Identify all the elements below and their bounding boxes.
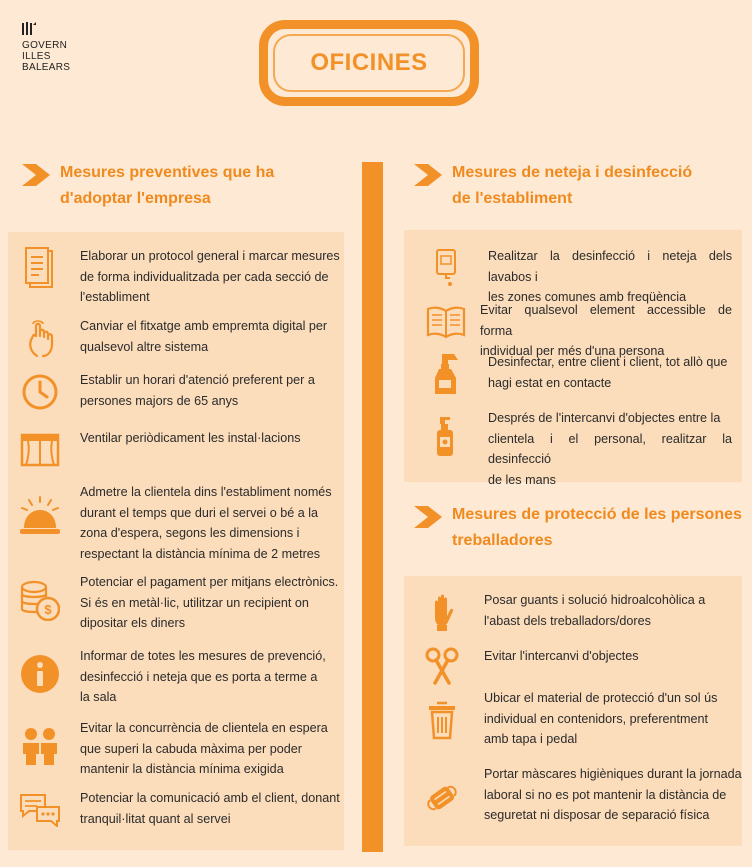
glove-icon bbox=[429, 592, 455, 632]
item-line: l'establiment bbox=[80, 290, 150, 304]
book-icon bbox=[426, 305, 466, 339]
item-line: de forma individualitzada per cada secció de bbox=[80, 269, 329, 284]
item-line: desinfecció i neteja que es porta a terme a bbox=[80, 669, 318, 684]
item-line: seguretat ni disposar de separació física bbox=[484, 808, 710, 822]
list-item bbox=[8, 428, 344, 472]
left-measures-panel bbox=[8, 232, 344, 850]
dispenser-icon bbox=[433, 248, 459, 288]
govern-logo bbox=[22, 22, 70, 73]
item-line: Informar de totes les mesures de prevenció, bbox=[80, 649, 326, 663]
item-line: Ubicar el material de protecció d'un sol ús bbox=[484, 691, 718, 705]
logo-line-2: ILLES bbox=[22, 51, 51, 62]
item-line: respectant la distància mínima de 2 metres bbox=[80, 546, 321, 561]
list-item bbox=[8, 718, 344, 780]
item-line: individual en contenidors, preferentment bbox=[484, 711, 709, 726]
logo-emblem-icon bbox=[22, 22, 36, 36]
sanitizer-icon bbox=[435, 415, 457, 457]
item-line: mantenir la distància mínima exigida bbox=[80, 762, 284, 776]
logo-line-3: BALEARS bbox=[22, 62, 71, 73]
list-item bbox=[404, 644, 742, 688]
people-icon bbox=[20, 726, 60, 766]
item-line: Si és en metàl·lic, utilitzar un recipient on bbox=[80, 595, 309, 610]
list-item bbox=[8, 572, 344, 634]
center-divider bbox=[362, 162, 383, 852]
item-line: Portar màscares higièniques durant la jornada bbox=[484, 767, 742, 781]
item-line: hagi estat en contacte bbox=[488, 375, 612, 390]
list-item bbox=[8, 646, 344, 708]
item-line: Potenciar la comunicació amb el client, donant bbox=[80, 791, 340, 805]
chevron-right-icon bbox=[22, 164, 54, 186]
item-line: Evitar l'intercanvi d'objectes bbox=[484, 649, 639, 663]
item-line: Posar guants i solució hidroalcohòlica a bbox=[484, 593, 706, 607]
list-item bbox=[404, 246, 742, 308]
item-line: zona d'espera, segons les dimensions i bbox=[80, 526, 300, 540]
logo-text bbox=[22, 40, 70, 73]
chevron-right-icon bbox=[414, 164, 446, 186]
item-line: Establir un horari d'atenció preferent per a bbox=[80, 373, 315, 387]
left-section-heading bbox=[22, 160, 274, 212]
trash-bin-icon bbox=[427, 700, 457, 740]
service-bell-icon bbox=[19, 496, 61, 536]
info-icon bbox=[20, 654, 60, 694]
item-line: persones majors de 65 anys bbox=[80, 393, 239, 408]
item-line: la sala bbox=[80, 690, 117, 704]
logo-line-1: GOVERN bbox=[22, 40, 68, 51]
item-line: Després de l'intercanvi d'objectes entre la bbox=[488, 411, 721, 425]
item-line: Evitar la concurrència de clientela en espera bbox=[80, 721, 328, 735]
right-top-section-heading bbox=[414, 160, 692, 212]
document-icon bbox=[22, 247, 58, 289]
left-heading-line-1: Mesures preventives que ha bbox=[60, 164, 275, 181]
item-line: qualsevol altre sistema bbox=[80, 339, 209, 354]
title-box bbox=[259, 20, 479, 106]
list-item bbox=[8, 370, 344, 414]
list-item bbox=[8, 246, 344, 308]
item-line: tranquil·litat quant al servei bbox=[80, 811, 231, 826]
right-top-heading-line-2: de l'establiment bbox=[452, 190, 573, 207]
window-icon bbox=[20, 433, 60, 467]
left-heading-line-2: d'adoptar l'empresa bbox=[60, 190, 211, 207]
list-item bbox=[404, 764, 742, 826]
item-line: que superi la cabuda màxima per poder bbox=[80, 741, 302, 756]
item-line: Evitar qualsevol element accessible de forma bbox=[480, 303, 732, 338]
item-line: l'abast dels treballadors/dores bbox=[484, 613, 651, 628]
fingerprint-icon bbox=[23, 318, 57, 358]
item-line: Ventilar periòdicament les instal·lacions bbox=[80, 431, 301, 445]
list-item bbox=[8, 788, 344, 832]
clock-icon bbox=[21, 373, 59, 411]
right-bottom-heading-line-2: treballadores bbox=[452, 532, 553, 549]
svg-text:$: $ bbox=[44, 602, 52, 617]
right-bottom-section-heading bbox=[414, 502, 742, 554]
right-top-measures-panel bbox=[404, 230, 742, 487]
item-line: les zones comunes amb freqüència bbox=[488, 290, 687, 304]
item-line: durant el temps que duri el servei o bé a la bbox=[80, 505, 319, 520]
item-line: Elaborar un protocol general i marcar mesures bbox=[80, 249, 340, 263]
list-item bbox=[8, 482, 344, 564]
item-line: Canviar el fitxatge amb empremta digital per bbox=[80, 319, 328, 333]
item-line: laboral si no es pot mantenir la distància de bbox=[484, 787, 727, 802]
list-item bbox=[404, 352, 742, 396]
item-line: Desinfectar, entre client i client, tot allò que bbox=[488, 355, 728, 369]
chat-icon bbox=[19, 793, 61, 827]
chevron-right-icon bbox=[414, 506, 446, 528]
item-line: de les mans bbox=[488, 472, 556, 487]
spray-bottle-icon bbox=[432, 352, 460, 396]
right-bottom-heading-line-1: Mesures de protecció de les persones bbox=[452, 506, 742, 523]
page-title: OFICINES bbox=[310, 49, 428, 76]
list-item bbox=[8, 316, 344, 360]
item-line: Potenciar el pagament per mitjans electrònics. bbox=[80, 575, 339, 589]
right-bottom-measures-panel bbox=[404, 576, 742, 846]
right-top-heading-line-1: Mesures de neteja i desinfecció bbox=[452, 164, 693, 181]
list-item bbox=[404, 688, 742, 750]
face-mask-icon bbox=[423, 781, 461, 815]
list-item bbox=[404, 590, 742, 634]
item-line: individual per més d'una persona bbox=[480, 344, 665, 358]
item-line: amb tapa i pedal bbox=[484, 732, 578, 746]
coins-icon bbox=[20, 579, 60, 621]
scissors-icon bbox=[425, 647, 459, 685]
item-line: Admetre la clientela dins l'establiment només bbox=[80, 485, 332, 499]
item-line: dipositar els diners bbox=[80, 616, 185, 630]
item-line: clientela i el personal, realitzar la desinfecció bbox=[488, 431, 732, 466]
item-line: Realitzar la desinfecció i neteja dels lavabos i bbox=[488, 249, 732, 284]
list-item bbox=[404, 408, 742, 490]
